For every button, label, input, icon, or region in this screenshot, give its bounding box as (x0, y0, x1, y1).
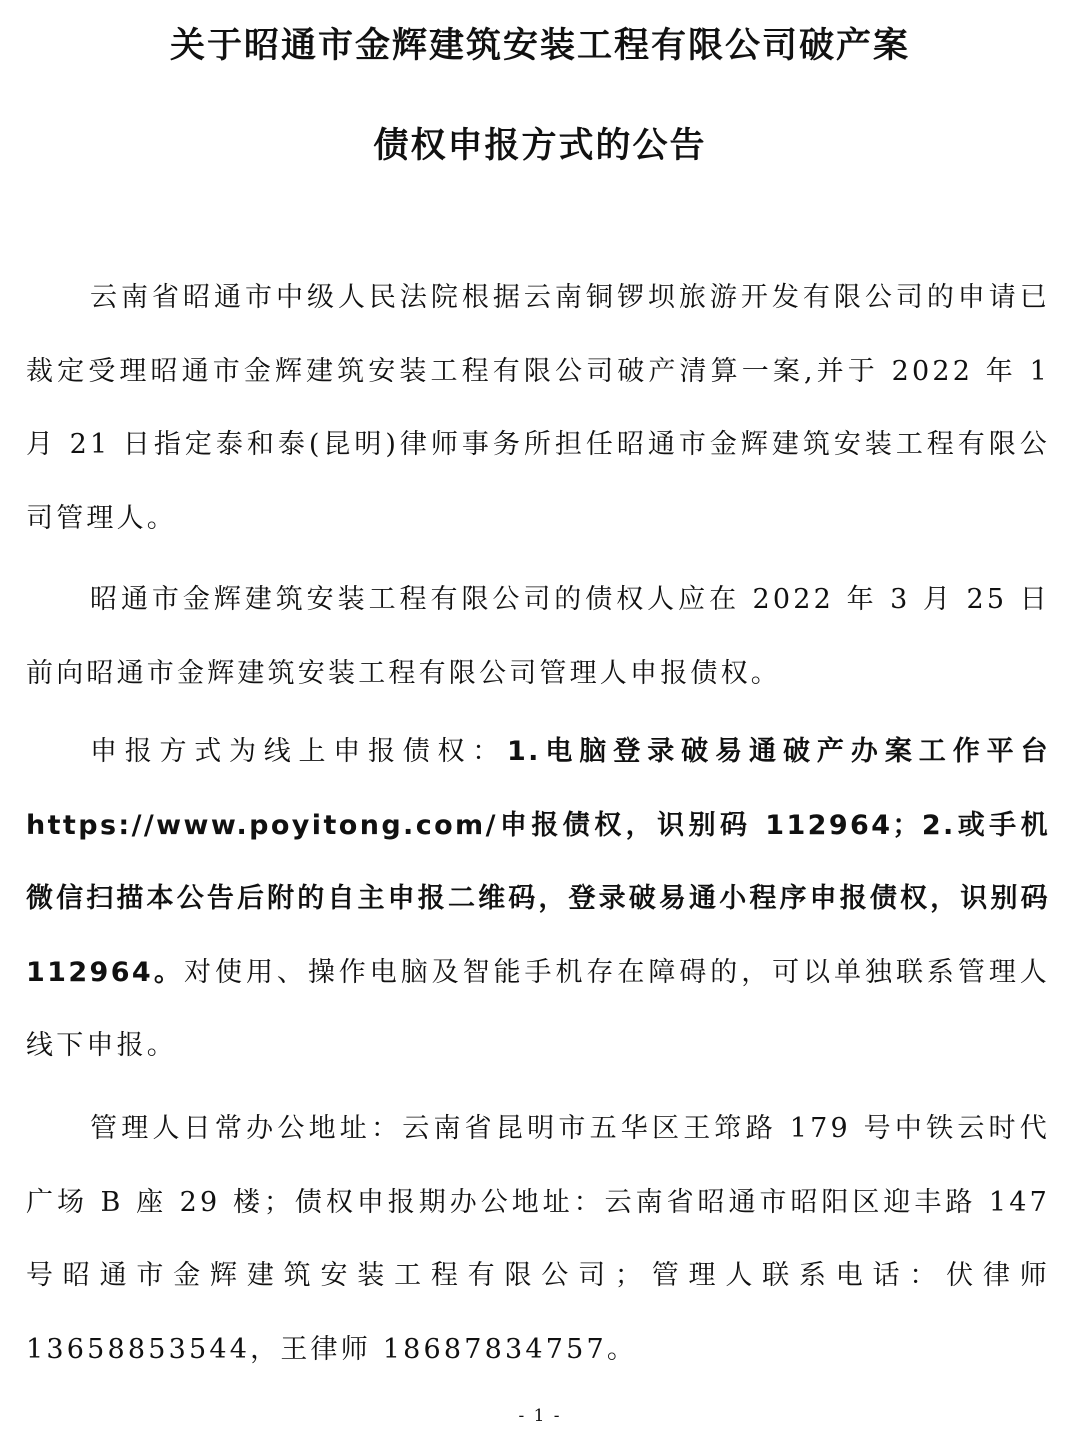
document-title-line-2: 债权申报方式的公告 (373, 126, 707, 166)
claim-method-online-instructions: 1.电脑登录破易通破产办案工作平台 https://www.poyitong.com/申报债权，识别码 112964；2.或手机微信扫描本公告后附的自主申报二维码，登录破易通小程序申报债权，识别码 112964。 (26, 736, 1051, 988)
document-title-line-1: 关于昭通市金辉建筑安装工程有限公司破产案 (169, 26, 910, 66)
paragraph-contact-info: 管理人日常办公地址：云南省昆明市五华区王筇路 179 号中铁云时代广场 B 座 29 楼；债权申报期办公地址：云南省昭通市昭阳区迎丰路 147 号昭通市金辉建筑安装工程有限公司；管理人联系电话：伏律师 13658853544，王律师 18687834757。 (26, 1113, 1050, 1365)
paragraph-claim-method (26, 715, 1050, 1083)
paragraph-case-acceptance: 云南省昭通市中级人民法院根据云南铜锣坝旅游开发有限公司的申请已裁定受理昭通市金辉建筑安装工程有限公司破产清算一案,并于 2022 年 1 月 21 日指定泰和泰(昆明)律师事务所担任昭通市金辉建筑安装工程有限公司管理人。 (26, 282, 1050, 534)
paragraph-claim-deadline: 昭通市金辉建筑安装工程有限公司的债权人应在 2022 年 3 月 25 日前向昭通市金辉建筑安装工程有限公司管理人申报债权。 (26, 584, 1050, 689)
claim-method-lead: 申报方式为线上申报债权： (90, 736, 507, 767)
page-number: - 1 - (518, 1406, 562, 1426)
claim-method-offline-note: 对使用、操作电脑及智能手机存在障碍的，可以单独联系管理人线下申报。 (26, 956, 1050, 1062)
